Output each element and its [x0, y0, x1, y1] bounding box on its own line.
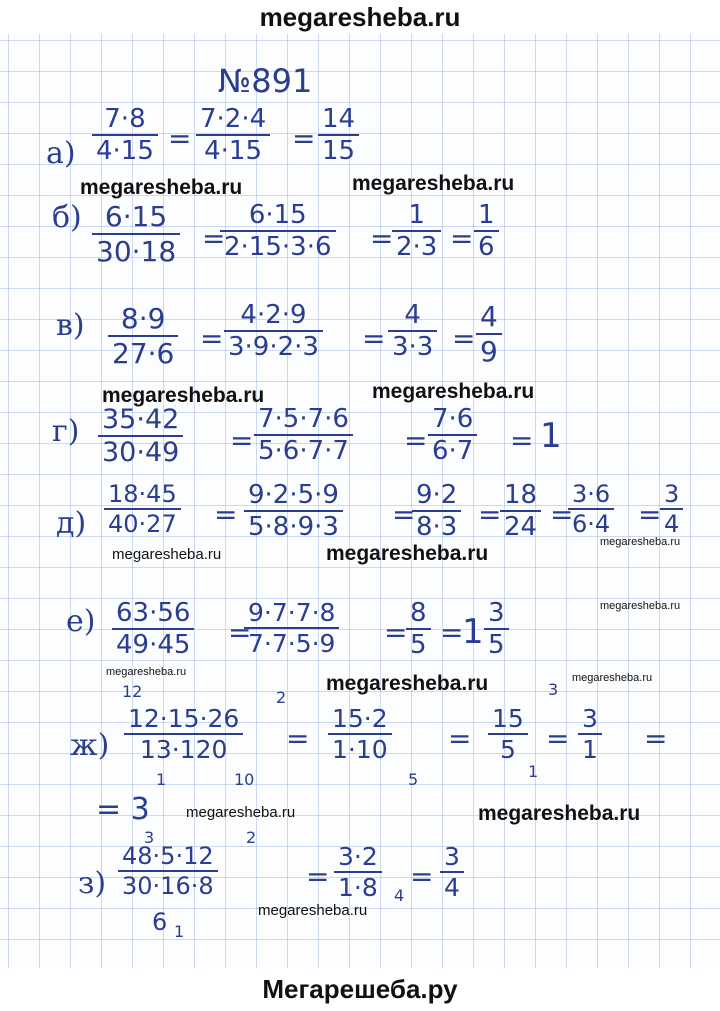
part-z-superscript: 3 [144, 828, 155, 847]
fraction-denominator: 30·16·8 [122, 872, 214, 900]
part-e-fraction-3 [406, 598, 431, 660]
fraction-numerator: 8·9 [108, 302, 178, 337]
fraction-numerator: 7·6 [428, 404, 477, 436]
fraction-numerator: 3 [578, 704, 602, 735]
watermark: megaresheba.ru [106, 666, 187, 678]
fraction-numerator: 9·7·7·8 [244, 598, 339, 629]
part-zh-superscript: 3 [548, 680, 559, 699]
fraction-denominator: 1 [582, 735, 598, 764]
part-b-fraction-2 [220, 200, 336, 262]
part-d-fraction-6 [660, 480, 683, 538]
fraction-denominator: 49·45 [116, 630, 191, 660]
part-g-label: г) [52, 414, 80, 449]
watermark: megaresheba.ru [186, 804, 296, 821]
equals-sign: = [510, 424, 534, 457]
fraction-denominator: 6 [478, 232, 495, 262]
equals-sign: = [292, 122, 316, 155]
fraction-numerator: 48·5·12 [118, 842, 218, 872]
part-z-label: з) [78, 866, 107, 901]
part-z-subscript: 6 [152, 908, 168, 936]
fraction-denominator: 2·3 [396, 232, 438, 262]
part-v-fraction-2 [224, 300, 323, 362]
part-z-fraction-2 [334, 842, 382, 902]
fraction-numerator: 3 [440, 842, 464, 873]
fraction-denominator: 24 [504, 512, 538, 542]
part-d-fraction-1 [104, 480, 181, 538]
fraction-denominator: 5·6·7·7 [258, 436, 349, 466]
part-d-fraction-2 [244, 480, 343, 542]
part-zh-subscript: 1 [528, 762, 539, 781]
fraction-denominator: 3·9·2·3 [228, 332, 319, 362]
part-b-fraction-1 [92, 200, 180, 268]
part-b-fraction-4 [474, 200, 499, 262]
fraction-denominator: 4 [664, 510, 680, 538]
fraction-numerator: 3 [660, 480, 683, 510]
watermark: megaresheba.ru [372, 380, 535, 403]
equals-sign: = [214, 498, 238, 531]
part-v-fraction-1 [108, 302, 178, 370]
fraction-numerator: 8 [406, 598, 431, 630]
equals-sign: = [362, 322, 386, 355]
fraction-numerator: 3·2 [334, 842, 382, 873]
part-v-fraction-4 [476, 300, 502, 368]
part-zh-top-note: 12 [122, 682, 143, 701]
part-zh-result: = 3 [96, 792, 150, 827]
equals-sign: = [448, 722, 472, 755]
fraction-numerator: 35·42 [98, 404, 183, 437]
part-z-fraction-1 [118, 842, 218, 900]
part-a-fraction-1 [92, 104, 158, 166]
fraction-numerator: 9·2 [412, 480, 461, 512]
fraction-denominator: 3·3 [392, 332, 434, 362]
fraction-numerator: 7·8 [92, 104, 158, 136]
fraction-denominator: 4·15 [204, 136, 263, 166]
fraction-numerator: 12·15·26 [124, 704, 243, 735]
part-z-fraction-3 [440, 842, 464, 902]
header-site-name: megaresheba.ru [259, 2, 461, 32]
watermark: megaresheba.ru [572, 672, 653, 684]
part-d-label: д) [56, 506, 87, 541]
fraction-denominator: 2·15·3·6 [224, 232, 332, 262]
watermark: megaresheba.ru [326, 672, 489, 695]
equals-sign: = [546, 722, 570, 755]
equals-sign: = [200, 322, 224, 355]
equals-sign: = [392, 498, 416, 531]
fraction-denominator: 40·27 [108, 510, 177, 538]
equals-sign: = [410, 860, 434, 893]
watermark: megaresheba.ru [600, 536, 681, 548]
fraction-denominator: 6·4 [572, 510, 611, 538]
equals-sign: = [404, 424, 428, 457]
part-g-fraction-2 [254, 404, 353, 466]
watermark: megaresheba.ru [102, 384, 265, 407]
watermark: megaresheba.ru [326, 542, 489, 565]
part-g-fraction-1 [98, 404, 183, 468]
part-v-fraction-3 [388, 300, 437, 362]
part-zh-subscript: 10 [234, 770, 255, 789]
equals-sign: = [478, 498, 502, 531]
part-g-result: 1 [540, 416, 562, 456]
fraction-numerator: 7·2·4 [196, 104, 270, 136]
fraction-numerator: 4·2·9 [224, 300, 323, 332]
fraction-denominator: 1·8 [338, 873, 378, 902]
equals-sign: = [230, 424, 254, 457]
fraction-numerator: 15 [488, 704, 528, 735]
watermark: megaresheba.ru [352, 172, 515, 195]
fraction-denominator: 8·3 [416, 512, 458, 542]
part-e-fraction-2 [244, 598, 339, 658]
watermark: megaresheba.ru [112, 546, 222, 563]
fraction-numerator: 6·15 [92, 200, 180, 235]
fraction-numerator: 6·15 [220, 200, 336, 232]
part-z-subscript: 1 [174, 922, 185, 941]
equals-sign: = [168, 122, 192, 155]
fraction-denominator: 30·49 [102, 437, 180, 468]
fraction-numerator: 4 [388, 300, 437, 332]
watermark: megaresheba.ru [600, 600, 681, 612]
equals-sign: = [228, 616, 252, 649]
fraction-denominator: 27·6 [112, 337, 175, 370]
fraction-numerator: 7·5·7·6 [254, 404, 353, 436]
part-zh-label: ж) [70, 728, 110, 763]
fraction-denominator: 7·7·5·9 [248, 629, 336, 658]
part-zh-superscript: 2 [276, 688, 287, 707]
part-z-subscript: 4 [394, 886, 405, 905]
equals-sign: = [286, 722, 310, 755]
watermark: megaresheba.ru [80, 176, 243, 199]
part-a-fraction-3 [318, 104, 359, 166]
part-zh-subscript: 5 [408, 770, 419, 789]
part-d-fraction-4 [500, 480, 541, 542]
equals-sign: = [306, 860, 330, 893]
part-zh-fraction-4 [578, 704, 602, 764]
fraction-denominator: 6·7 [432, 436, 474, 466]
fraction-denominator: 5 [410, 630, 427, 660]
fraction-numerator: 4 [476, 300, 502, 335]
part-v-label: в) [56, 308, 85, 343]
part-zh-fraction-2 [328, 704, 392, 764]
part-g-fraction-3 [428, 404, 477, 466]
part-z-superscript: 2 [246, 828, 257, 847]
footer-site-name: Мегарешеба.ру [262, 974, 458, 1004]
equals-sign: = [440, 616, 464, 649]
fraction-numerator: 1 [474, 200, 499, 232]
watermark: megaresheba.ru [258, 902, 368, 919]
part-b-label: б) [52, 200, 82, 235]
fraction-numerator: 14 [318, 104, 359, 136]
fraction-denominator: 9 [480, 335, 498, 368]
part-zh-fraction-1 [124, 704, 243, 764]
fraction-denominator: 5 [488, 630, 505, 660]
part-d-fraction-3 [412, 480, 461, 542]
fraction-denominator: 4·15 [96, 136, 154, 166]
problem-number: №891 [218, 62, 313, 100]
part-a-fraction-2 [196, 104, 270, 166]
equals-sign: = [202, 222, 226, 255]
equals-sign: = [384, 616, 408, 649]
fraction-denominator: 15 [322, 136, 356, 166]
site-footer [0, 968, 720, 1011]
equals-sign: = [644, 722, 668, 755]
part-zh-fraction-3 [488, 704, 528, 764]
fraction-denominator: 30·18 [96, 235, 177, 268]
equals-sign: = [450, 222, 474, 255]
fraction-denominator: 5 [499, 735, 516, 764]
watermark: megaresheba.ru [478, 802, 641, 825]
part-b-fraction-3 [392, 200, 441, 262]
fraction-denominator: 5·8·9·3 [248, 512, 339, 542]
part-zh-subscript: 1 [156, 770, 167, 789]
site-header [0, 0, 720, 34]
fraction-numerator: 9·2·5·9 [244, 480, 343, 512]
part-a-label: а) [46, 136, 76, 171]
fraction-denominator: 1·10 [332, 735, 388, 764]
part-e-whole-number: 1 [462, 612, 484, 652]
fraction-numerator: 1 [392, 200, 441, 232]
part-e-fraction-1 [112, 598, 194, 660]
fraction-denominator: 13·120 [139, 735, 228, 764]
equals-sign: = [452, 322, 476, 355]
fraction-denominator: 4 [444, 873, 460, 902]
fraction-numerator: 3 [484, 598, 509, 630]
fraction-numerator: 3·6 [568, 480, 614, 510]
part-d-fraction-5 [568, 480, 614, 538]
equals-sign: = [638, 498, 662, 531]
equals-sign: = [370, 222, 394, 255]
fraction-numerator: 18·45 [104, 480, 181, 510]
fraction-numerator: 15·2 [328, 704, 392, 735]
equals-sign: = [550, 498, 574, 531]
fraction-numerator: 63·56 [112, 598, 194, 630]
part-e-label: е) [66, 604, 96, 639]
fraction-numerator: 18 [500, 480, 541, 512]
part-e-fraction-4 [484, 598, 509, 660]
